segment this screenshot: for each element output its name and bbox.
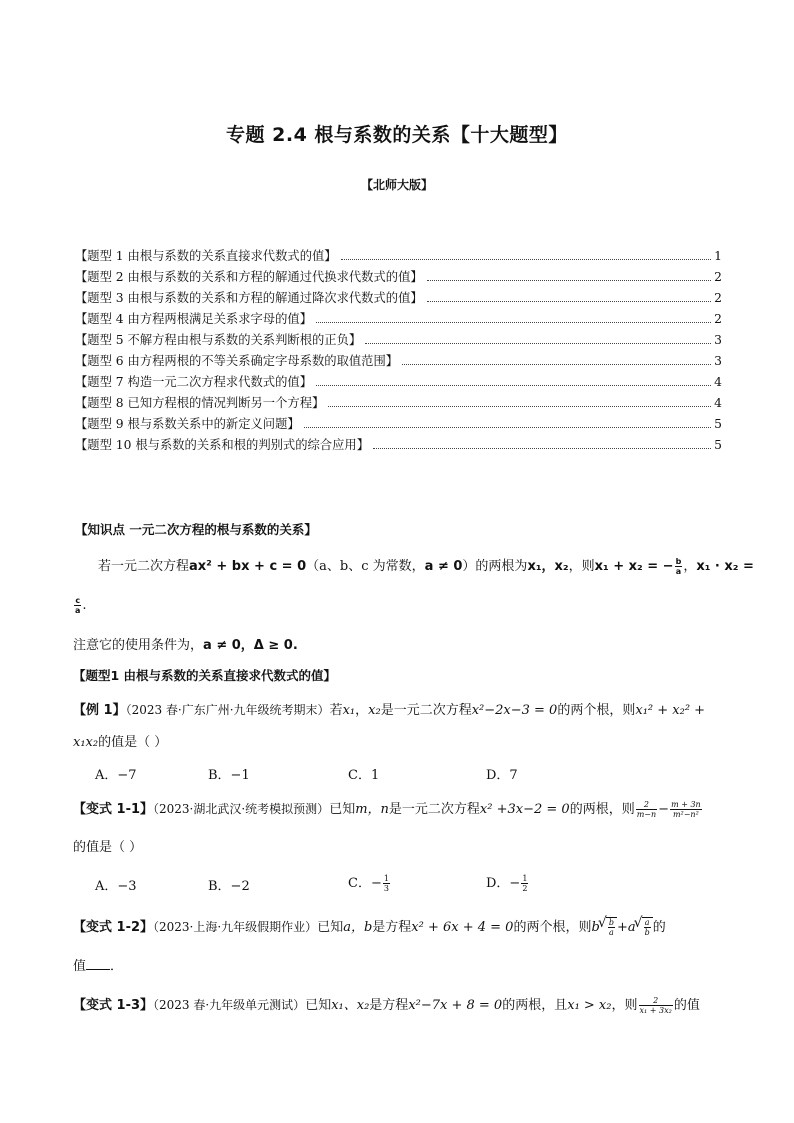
fraction-2-over-x1-3x2: $\frac{2}{\text{x₁ + 3x₂}}$ — [639, 996, 672, 1015]
sqrt-a-over-b: √ $\frac{a}{b}$ — [642, 917, 653, 937]
toc-item[interactable]: 【题型 1 由根与系数的关系直接求代数式的值】 1 — [75, 249, 722, 263]
table-of-contents — [75, 246, 722, 456]
knowledge-statement: 若一元二次方程ax² + bx + c = 0（a、b、c 为常数，a ≠ 0）的两根为x₁，x₂，则x₁ + x₂ = − $\frac{b}{a}$ ，x₁ · x₂ = — [98, 557, 754, 576]
sqrt-b-over-a: √ $\frac{b}{a}$ — [606, 917, 617, 937]
example-1: 【例 1】（2023 春·广东广州·九年级统考期末）若x₁，x₂是一元二次方程x²−2x−3 = 0的两个根，则x₁² + x₂² + — [73, 703, 706, 718]
section-heading: 【题型1 由根与系数的关系直接求代数式的值】 — [73, 668, 337, 683]
toc-item[interactable]: 【题型 8 已知方程根的情况判断另一个方程】 4 — [75, 396, 722, 410]
toc-item[interactable]: 【题型 7 构造一元二次方程求代数式的值】 4 — [75, 375, 722, 389]
toc-item[interactable]: 【题型 3 由根与系数的关系和方程的解通过降次求代数式的值】 2 — [75, 291, 722, 305]
edition-label: 【北师大版】 — [360, 178, 433, 192]
fraction-one-third: $\frac{1}{3}$ — [383, 874, 389, 893]
option-b[interactable]: B．−1 — [208, 768, 250, 783]
fraction-2-over-m-minus-n: $\frac{2}{m-n}$ — [636, 800, 657, 819]
knowledge-statement-cont: $\frac{c}{a}$ . — [75, 596, 87, 615]
fraction-one-half: $\frac{1}{2}$ — [522, 874, 528, 893]
variant-1-2: 【变式 1-2】（2023·上海·九年级假期作业）已知a，b是方程x² + 6x + 4 = 0的两个根，则b √ $\frac{b}{a}$ +a √ $\frac{a}{b}$ 的 — [73, 916, 666, 937]
toc-item[interactable]: 【题型 2 由根与系数的关系和方程的解通过代换求代数式的值】 2 — [75, 270, 722, 284]
fraction-m3n-over-m2n2: $\frac{m + 3n}{\text{m²−n²}}$ — [671, 800, 701, 819]
fraction-c-over-a: $\frac{c}{a}$ — [75, 596, 81, 615]
knowledge-heading: 【知识点 一元二次方程的根与系数的关系】 — [75, 522, 317, 537]
option-a[interactable]: A．−3 — [95, 879, 137, 894]
option-d[interactable]: D．7 — [486, 768, 518, 783]
example-1-cont: x₁x₂的值是（ ） — [73, 735, 168, 750]
option-a[interactable]: A．−7 — [95, 768, 137, 783]
knowledge-note: 注意它的使用条件为，a ≠ 0，Δ ≥ 0. — [73, 638, 298, 653]
toc-item[interactable]: 【题型 4 由方程两根满足关系求字母的值】 2 — [75, 312, 722, 326]
variant-1-2-cont: 值 ． — [73, 959, 124, 974]
option-d[interactable]: D．− $\frac{1}{2}$ — [486, 874, 528, 893]
toc-item[interactable]: 【题型 9 根与系数关系中的新定义问题】 5 — [75, 417, 722, 431]
option-b[interactable]: B．−2 — [208, 879, 250, 894]
variant-1-1: 【变式 1-1】（2023·湖北武汉·统考模拟预测）已知m，n是一元二次方程x² +3x−2 = 0的两根，则 $\frac{2}{m-n}$ − $\frac{m + 3n}{\text{m²−n²}}$ — [73, 800, 701, 819]
variant-1-1-cont: 的值是（ ） — [73, 840, 143, 855]
option-c[interactable]: C．1 — [348, 768, 380, 783]
toc-item[interactable]: 【题型 5 不解方程由根与系数的关系判断根的正负】 3 — [75, 333, 722, 347]
toc-item[interactable]: 【题型 6 由方程两根的不等关系确定字母系数的取值范围】 3 — [75, 354, 722, 368]
variant-1-3: 【变式 1-3】（2023 春·九年级单元测试）已知x₁、x₂是方程x²−7x + 8 = 0的两根，且x₁ > x₂，则 $\frac{2}{\text{x₁ + 3x₂}}$ 的值 — [73, 996, 700, 1015]
answer-blank[interactable] — [86, 968, 110, 970]
fraction-b-over-a: $\frac{b}{a}$ — [675, 557, 682, 576]
page-title: 专题 2.4 根与系数的关系【十大题型】 — [226, 124, 568, 146]
toc-item[interactable]: 【题型 10 根与系数的关系和根的判别式的综合应用】 5 — [75, 438, 722, 452]
option-c[interactable]: C．− $\frac{1}{3}$ — [348, 874, 389, 893]
